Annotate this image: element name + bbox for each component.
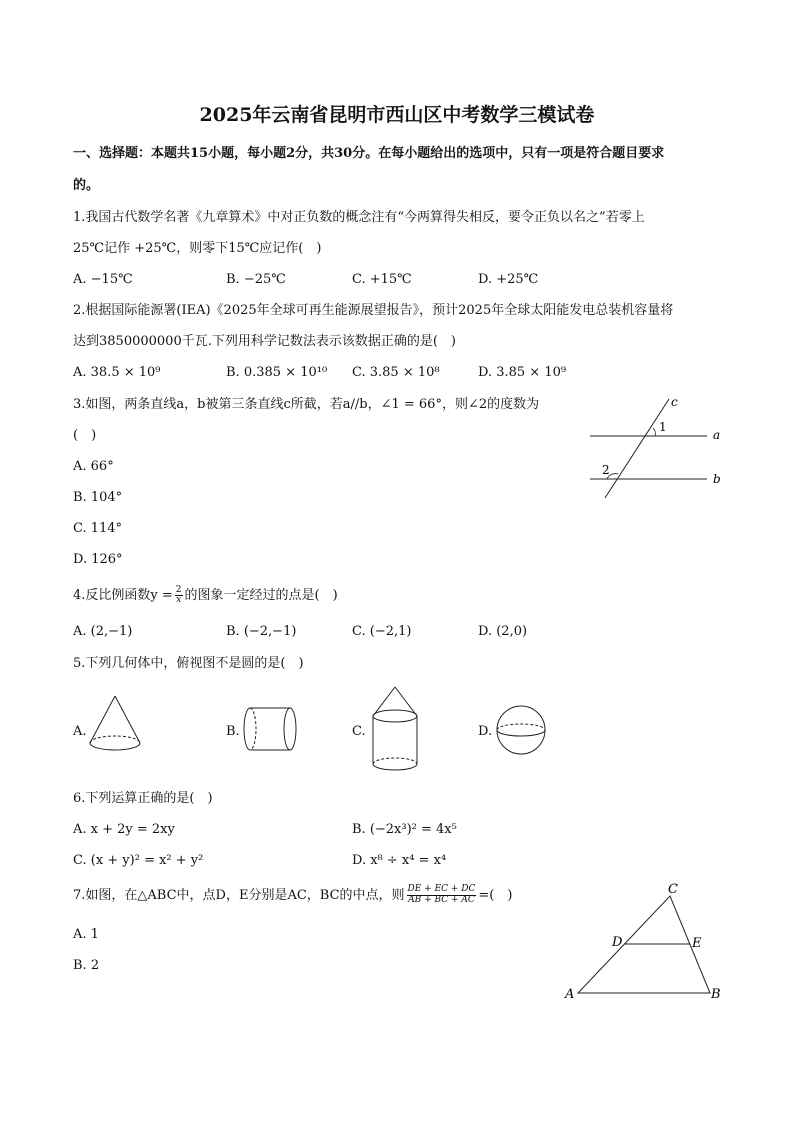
- q4-stem-suffix: 的图象一定经过的点是( ): [184, 588, 338, 604]
- q4-fraction: [175, 586, 183, 606]
- label-a: a: [713, 428, 721, 442]
- q3-option-c[interactable]: C. 114°: [73, 521, 123, 536]
- label-vertex-a: A: [565, 987, 575, 1002]
- q4-option-c[interactable]: C. (−2,1): [352, 624, 412, 639]
- q7-stem-suffix: =( ): [478, 887, 513, 903]
- q6-option-c[interactable]: C. (x + y)² = x² + y²: [73, 853, 204, 868]
- label-b: b: [713, 472, 721, 486]
- q1-option-a[interactable]: A. −15℃: [73, 272, 133, 287]
- q7-fraction: [407, 885, 477, 906]
- q3-option-a[interactable]: A. 66°: [73, 459, 114, 474]
- q5-cone-on-cylinder-figure: [366, 684, 424, 776]
- q2-stem-line2: 达到3850000000千瓦.下列用科学记数法表示该数据正确的是( ): [73, 334, 456, 349]
- q7-triangle-figure: [560, 878, 730, 1004]
- angle1-arc: [653, 428, 655, 436]
- label-angle2: 2: [602, 463, 610, 477]
- q5-stem: 5.下列几何体中，俯视图不是圆的是( ): [73, 656, 304, 671]
- q1-option-b[interactable]: B. −25℃: [226, 272, 286, 287]
- q1-option-d[interactable]: D. +25℃: [478, 272, 539, 287]
- q7-stem: [73, 885, 512, 906]
- q2-option-a[interactable]: A. 38.5 × 10⁹: [73, 365, 161, 380]
- label-angle1: 1: [659, 420, 667, 434]
- q5-horizontal-cylinder-figure: [240, 704, 302, 754]
- line-c: [605, 399, 669, 498]
- q2-option-c[interactable]: C. 3.85 × 10⁸: [352, 365, 440, 380]
- section-header-line1: 一、选择题：本题共15小题，每小题2分，共30分。在每小题给出的选项中，只有一项是符合题目要求: [73, 146, 665, 161]
- q4-stem-prefix: 4.反比例函数y =: [73, 588, 173, 604]
- q1-stem-line1: 1.我国古代数学名著《九章算术》中对正负数的概念注有“今两算得失相反，要令正负以名之”若零上: [73, 210, 645, 225]
- q6-option-b[interactable]: B. (−2x³)² = 4x⁵: [352, 822, 457, 837]
- q7-option-b[interactable]: B. 2: [73, 958, 100, 973]
- q2-option-b[interactable]: B. 0.385 × 10¹⁰: [226, 365, 328, 380]
- section-header-line2: 的。: [73, 178, 100, 193]
- q5-sphere-figure: [494, 704, 548, 756]
- q5-option-c-label[interactable]: C.: [352, 724, 366, 739]
- q3-option-d[interactable]: D. 126°: [73, 552, 123, 567]
- q6-option-a[interactable]: A. x + 2y = 2xy: [73, 822, 175, 837]
- page-title: 2025年云南省昆明市西山区中考数学三模试卷: [199, 104, 595, 126]
- q6-stem: 6.下列运算正确的是( ): [73, 791, 213, 806]
- q3-option-b[interactable]: B. 104°: [73, 490, 123, 505]
- q5-option-a-label[interactable]: A.: [73, 724, 87, 739]
- q6-option-d[interactable]: D. x⁸ ÷ x⁴ = x⁴: [352, 853, 447, 868]
- q5-option-d-label[interactable]: D.: [478, 724, 493, 739]
- label-point-e: E: [692, 936, 702, 951]
- q4-fraction-denominator: x: [176, 595, 182, 606]
- label-vertex-c: C: [668, 882, 678, 897]
- q3-stem-line2: ( ): [73, 428, 97, 443]
- q4-fraction-numerator: 2: [175, 585, 182, 595]
- label-vertex-b: B: [711, 987, 721, 1002]
- q3-stem-line1: 3.如图，两条直线a，b被第三条直线c所截，若a//b，∠1 = 66°，则∠2的度数为: [73, 397, 540, 412]
- q4-option-d[interactable]: D. (2,0): [478, 624, 528, 639]
- q4-option-a[interactable]: A. (2,−1): [73, 624, 133, 639]
- q1-option-c[interactable]: C. +15℃: [352, 272, 412, 287]
- label-c: c: [671, 395, 678, 409]
- q5-option-b-label[interactable]: B.: [226, 724, 240, 739]
- q2-option-d[interactable]: D. 3.85 × 10⁹: [478, 365, 567, 380]
- q3-parallel-lines-figure: [585, 394, 725, 500]
- q1-stem-line2: 25℃记作 +25℃，则零下15℃应记作( ): [73, 241, 322, 256]
- q2-stem-line1: 2.根据国际能源署(IEA)《2025年全球可再生能源展望报告》，预计2025年全球太阳能发电总装机容量将: [73, 303, 674, 318]
- q4-option-b[interactable]: B. (−2,−1): [226, 624, 297, 639]
- q7-fraction-denominator: AB + BC + AC: [408, 894, 475, 905]
- q4-stem: [73, 586, 338, 606]
- label-point-d: D: [612, 935, 623, 950]
- q7-option-a[interactable]: A. 1: [73, 927, 99, 942]
- q5-cone-figure: [86, 693, 144, 753]
- q7-fraction-numerator: DE + EC + DC: [407, 884, 476, 894]
- q7-stem-prefix: 7.如图，在△ABC中，点D，E分别是AC，BC的中点，则: [73, 887, 405, 903]
